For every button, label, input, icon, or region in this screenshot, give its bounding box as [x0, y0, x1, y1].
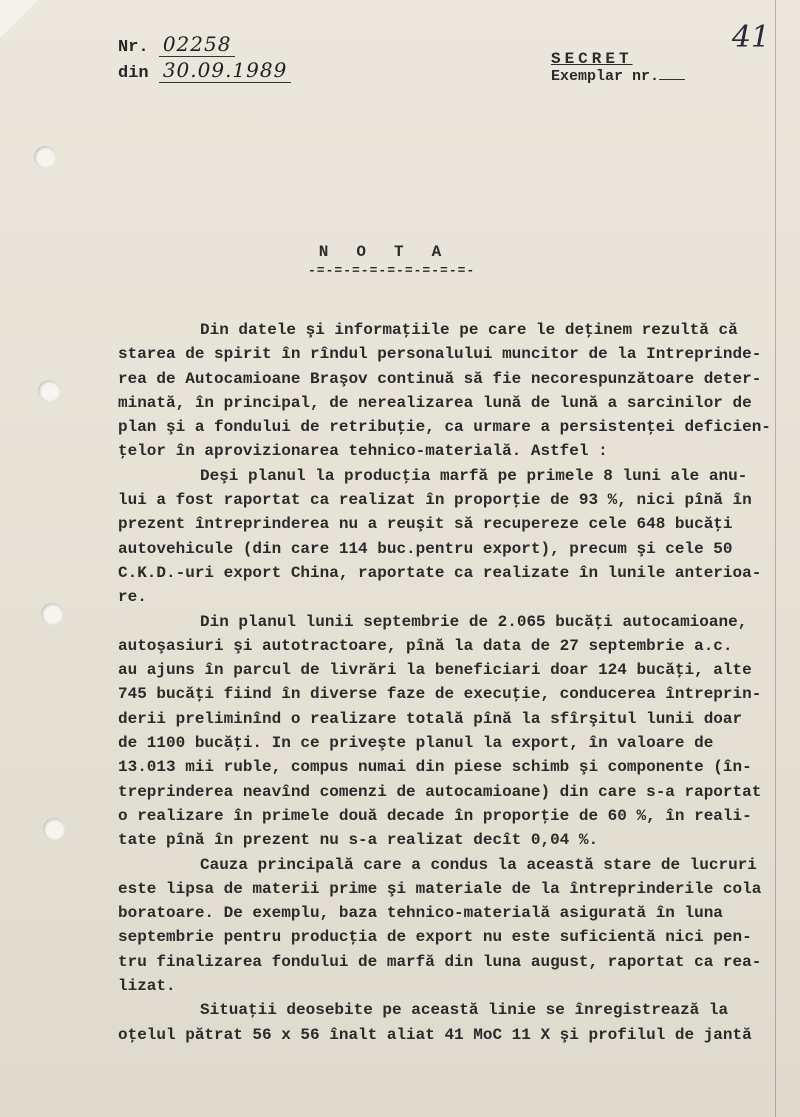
punch-hole-2	[38, 380, 60, 402]
document-title: NOTA	[318, 243, 470, 261]
text-line: autoşasiuri şi autotractoare, pînă la data de 27 septembrie a.c.	[118, 636, 733, 655]
text-line: derii preliminînd o realizare totală pînă la sfîrşitul lunii doar	[118, 709, 743, 728]
exemplar-blank	[659, 79, 685, 80]
text-line: re.	[118, 588, 147, 607]
secret-label: SECRET	[550, 50, 633, 68]
text-line: lizat.	[118, 977, 176, 996]
text-line: treprinderea neavînd comenzi de autocamioane) din care s-a raportat	[118, 782, 762, 801]
text-line: autovehicule (din care 114 buc.pentru export), precum şi cele 50	[118, 539, 733, 558]
din-line	[118, 58, 291, 83]
punch-hole-1	[34, 146, 56, 168]
text-line: C.K.D.-uri export China, raportate ca realizate în lunile anterioa-	[118, 563, 762, 582]
paragraph	[118, 998, 768, 1047]
text-line: Cauza principală care a condus la această stare de lucruri	[200, 855, 757, 874]
exemplar-line	[551, 68, 685, 85]
page-edge-line	[775, 0, 776, 1117]
text-line: plan şi a fondului de retribuţie, ca urmare a persistenţei deficien-	[118, 418, 771, 437]
punch-hole-3	[41, 603, 63, 625]
paragraph	[118, 464, 768, 610]
exemplar-label: Exemplar nr.	[550, 68, 659, 85]
text-line: prezent întreprinderea nu a reuşit să recupereze cele 648 bucăţi	[118, 515, 733, 534]
paragraph	[118, 853, 768, 999]
nr-label: Nr.	[118, 38, 149, 57]
text-line: 13.013 mii ruble, compus numai din piese schimb şi componente (în-	[118, 758, 752, 777]
text-line: minată, în principal, de nerealizarea lună de lună a sarcinilor de	[118, 393, 752, 412]
classification-block	[551, 50, 685, 85]
text-line: lui a fost raportat ca realizat în proporţie de 93 %, nici pînă în	[118, 491, 752, 510]
text-line: o realizare în primele două decade în proporţie de 60 %, în reali-	[118, 806, 752, 825]
folded-corner	[0, 0, 38, 38]
paragraph	[118, 318, 771, 464]
text-line: septembrie pentru producţia de export nu este suficientă nici pen-	[118, 928, 752, 947]
text-line: Din planul lunii septembrie de 2.065 bucăţi autocamioane,	[200, 612, 748, 631]
text-line: este lipsa de materii prime şi materiale de la întreprinderile cola	[118, 879, 762, 898]
paragraph	[118, 610, 768, 853]
din-value: 30.09.1989	[159, 58, 292, 83]
title-underline: -=-=-=-=-=-=-=-=-=-	[308, 263, 476, 278]
text-line: tate pînă în prezent nu s-a realizat decît 0,04 %.	[118, 831, 599, 850]
text-line: boratoare. De exemplu, baza tehnico-materială asigurată în luna	[118, 904, 723, 923]
text-line: Din datele şi informaţiile pe care le deţinem rezultă că	[200, 321, 738, 339]
nr-value: 02258	[159, 32, 236, 57]
text-line: de 1100 bucăţi. In ce priveşte planul la export, în valoare de	[118, 734, 714, 753]
text-line: tru finalizarea fondului de marfă din luna august, raportat ca rea-	[118, 952, 762, 971]
text-line: 745 bucăţi fiind în diverse faze de execuţie, conducerea întreprin-	[118, 685, 762, 704]
text-line: Situaţii deosebite pe această linie se înregistrează la	[200, 1001, 729, 1020]
page-number: 41	[731, 20, 770, 55]
text-line: Deşi planul la producţia marfă pe primele 8 luni ale anu-	[200, 466, 748, 485]
text-line: oţelul pătrat 56 x 56 înalt aliat 41 MoC 11 X şi profilul de jantă	[118, 1025, 752, 1044]
text-line: starea de spirit în rîndul personalului muncitor de la Intreprinde-	[118, 345, 762, 364]
document-body	[118, 318, 771, 1047]
text-line: ţelor în aprovizionarea tehnico-materială. Astfel :	[118, 442, 608, 461]
din-label: din	[118, 64, 149, 83]
punch-hole-4	[43, 818, 65, 840]
text-line: au ajuns în parcul de livrări la beneficiari doar 124 bucăţi, alte	[118, 661, 752, 680]
text-line: rea de Autocamioane Braşov continuă să fie necorespunzătoare deter-	[118, 369, 762, 388]
nr-line	[118, 32, 235, 57]
